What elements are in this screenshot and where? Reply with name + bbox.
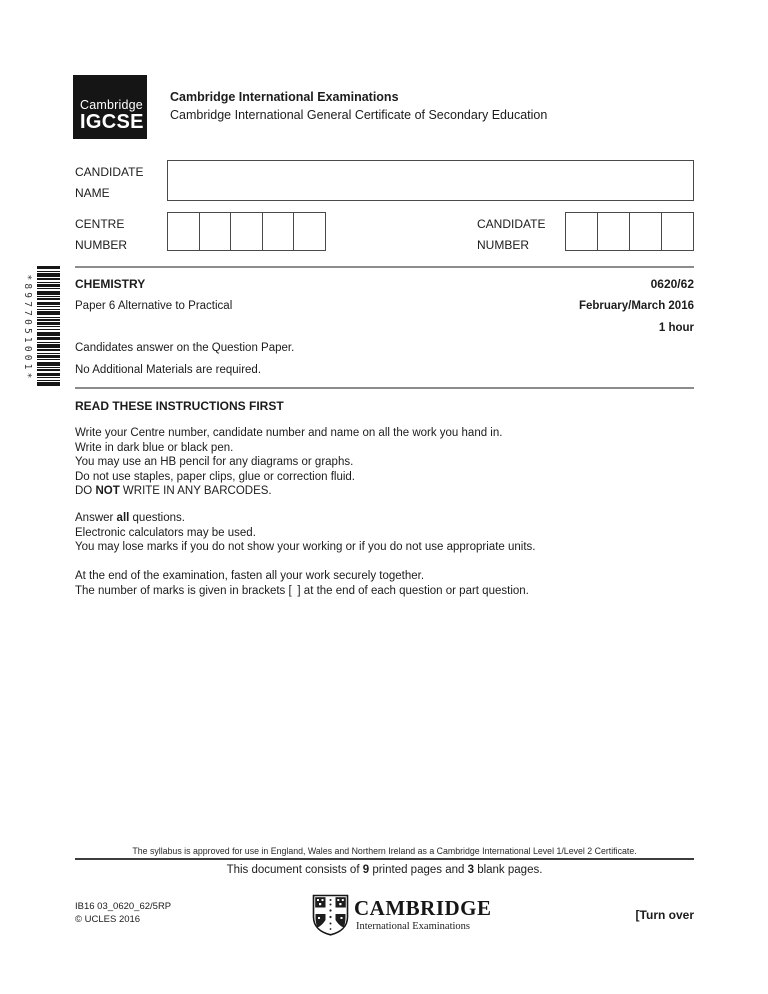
cambridge-crest-icon [312,894,349,936]
centre-number-field [167,212,326,251]
instruction-line: You may use an HB pencil for any diagrams or graphs. [75,456,354,469]
divider [75,266,694,268]
document-consists-note: This document consists of 9 printed pages and 3 blank pages. [226,864,543,876]
exam-duration: 1 hour [658,322,694,334]
centre-number-cell [231,213,263,250]
centre-number-cell [263,213,295,250]
centre-number-cell [168,213,200,250]
turn-over-label: [Turn over [635,908,694,922]
exam-note: No Additional Materials are required. [75,364,262,376]
instruction-line: DO NOT WRITE IN ANY BARCODES. [75,485,272,498]
candidate-name-field [167,160,694,201]
qualification-title: Cambridge International General Certificate of Secondary Education [170,108,548,122]
instructions-paragraph [75,511,694,555]
instruction-line: Write in dark blue or black pen. [75,441,234,454]
instructions-paragraph [75,426,694,499]
candidate-number-field [565,212,694,251]
instructions-heading: READ THESE INSTRUCTIONS FIRST [75,399,284,413]
instruction-line: Write your Centre number, candidate number and name on all the work you hand in. [75,427,503,439]
exam-paper-title: Paper 6 Alternative to Practical [75,300,233,312]
centre-number-cell [200,213,232,250]
instruction-line: Do not use staples, paper clips, glue or correction fluid. [75,470,355,483]
instruction-line: Answer all questions. [75,512,185,524]
cambridge-wordmark: CAMBRIDGE [354,896,492,920]
exam-session: February/March 2016 [578,300,694,312]
igcse-logo-cambridge: Cambridge [80,98,143,112]
copyright-notice: © UCLES 2016 [75,913,141,925]
centre-number-cell [294,213,325,250]
instruction-line: Electronic calculators may be used. [75,526,256,539]
instructions-paragraph [75,569,694,598]
igcse-logo-igcse: IGCSE [80,111,144,133]
reference-code: IB16 03_0620_62/5RP [75,901,172,912]
instruction-line: The number of marks is given in brackets [ ] at the end of each question or part question. [75,584,529,597]
candidate-number-cell [598,213,630,250]
divider [75,858,694,860]
barcode-number: *8977051001* [22,274,33,382]
centre-number-label: CENTRE NUMBER [75,217,128,252]
candidate-number-label: CANDIDATE NUMBER [477,217,546,252]
barcode-icon [37,266,60,388]
instruction-line: At the end of the examination, fasten all your work securely together. [75,570,425,582]
exam-note: Candidates answer on the Question Paper. [75,342,295,354]
instruction-line: You may lose marks if you do not show your working or if you do not use appropriate units. [75,541,536,554]
document-reference [75,901,171,926]
candidate-name-label: CANDIDATE NAME [75,165,144,200]
candidate-number-cell [662,213,693,250]
igcse-logo [73,75,147,139]
syllabus-approval-note: The syllabus is approved for use in England, Wales and Northern Ireland as a Cambridge International Level 1/Level 2 Certificate. [132,846,637,856]
exam-subject: CHEMISTRY [75,277,146,291]
divider [75,387,694,389]
exam-code: 0620/62 [650,277,694,291]
organisation-title: Cambridge International Examinations [170,90,399,104]
candidate-number-cell [630,213,662,250]
candidate-number-cell [566,213,598,250]
cambridge-wordmark-subtitle: International Examinations [356,921,471,932]
